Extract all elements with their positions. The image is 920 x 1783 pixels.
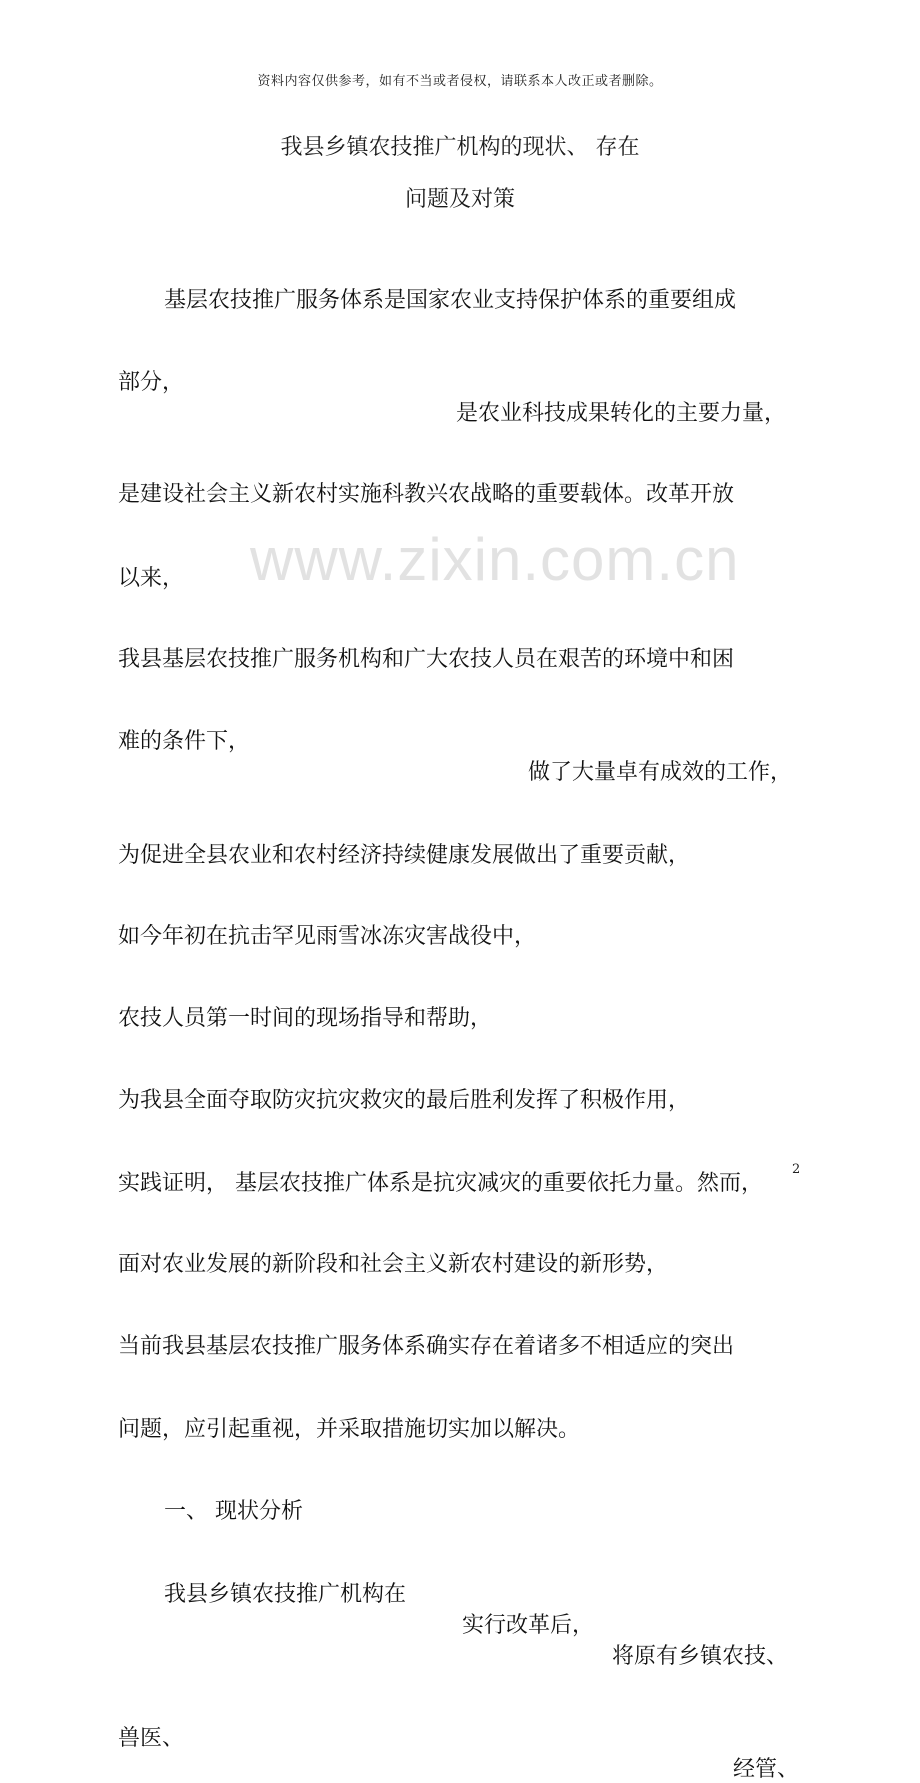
paragraph-line: 实践证明， 基层农技推广体系是抗灾减灾的重要依托力量。然而， bbox=[118, 1171, 763, 1196]
paragraph-line: 面对农业发展的新阶段和社会主义新农村建设的新形势， bbox=[118, 1252, 669, 1277]
paragraph-line: 部分， bbox=[118, 370, 185, 395]
paragraph-line: 我县基层农技推广服务机构和广大农技人员在艰苦的环境中和困 bbox=[118, 647, 735, 672]
paragraph-line: 基层农技推广服务体系是国家农业支持保护体系的重要组成 bbox=[164, 288, 737, 313]
watermark: www.zixin.com.cn bbox=[250, 526, 740, 593]
paragraph-line: 兽医、 bbox=[118, 1726, 185, 1751]
header-note: 资料内容仅供参考，如有不当或者侵权，请联系本人改正或者删除。 bbox=[257, 74, 663, 89]
document-title-line-1: 我县乡镇农技推广机构的现状、 存在 bbox=[280, 135, 640, 160]
paragraph-line: 是建设社会主义新农村实施科教兴农战略的重要载体。改革开放 bbox=[118, 482, 735, 507]
paragraph-line: 将原有乡镇农技、 bbox=[612, 1644, 789, 1669]
paragraph-line: 为促进全县农业和农村经济持续健康发展做出了重要贡献， bbox=[118, 843, 691, 868]
paragraph-line: 难的条件下， bbox=[118, 729, 251, 754]
document-title-line-2: 问题及对策 bbox=[404, 187, 515, 212]
paragraph-line: 是农业科技成果转化的主要力量， bbox=[456, 401, 787, 426]
paragraph-line: 以来， bbox=[118, 566, 185, 591]
paragraph-line: 当前我县基层农技推广服务体系确实存在着诸多不相适应的突出 bbox=[118, 1334, 735, 1359]
paragraph-line: 经管、 bbox=[733, 1757, 800, 1782]
page-number: 2 bbox=[792, 1162, 801, 1177]
paragraph-line: 如今年初在抗击罕见雨雪冰冻灾害战役中， bbox=[118, 924, 537, 949]
section-heading: 一、 现状分析 bbox=[164, 1499, 303, 1524]
paragraph-line: 问题，应引起重视，并采取措施切实加以解决。 bbox=[118, 1417, 581, 1442]
paragraph-line: 实行改革后， bbox=[462, 1613, 595, 1638]
paragraph-line: 我县乡镇农技推广机构在 bbox=[164, 1582, 407, 1607]
paragraph-line: 为我县全面夺取防灾抗灾救灾的最后胜利发挥了积极作用， bbox=[118, 1088, 691, 1113]
paragraph-line: 农技人员第一时间的现场指导和帮助， bbox=[118, 1006, 493, 1031]
paragraph-line: 做了大量卓有成效的工作， bbox=[528, 760, 793, 785]
